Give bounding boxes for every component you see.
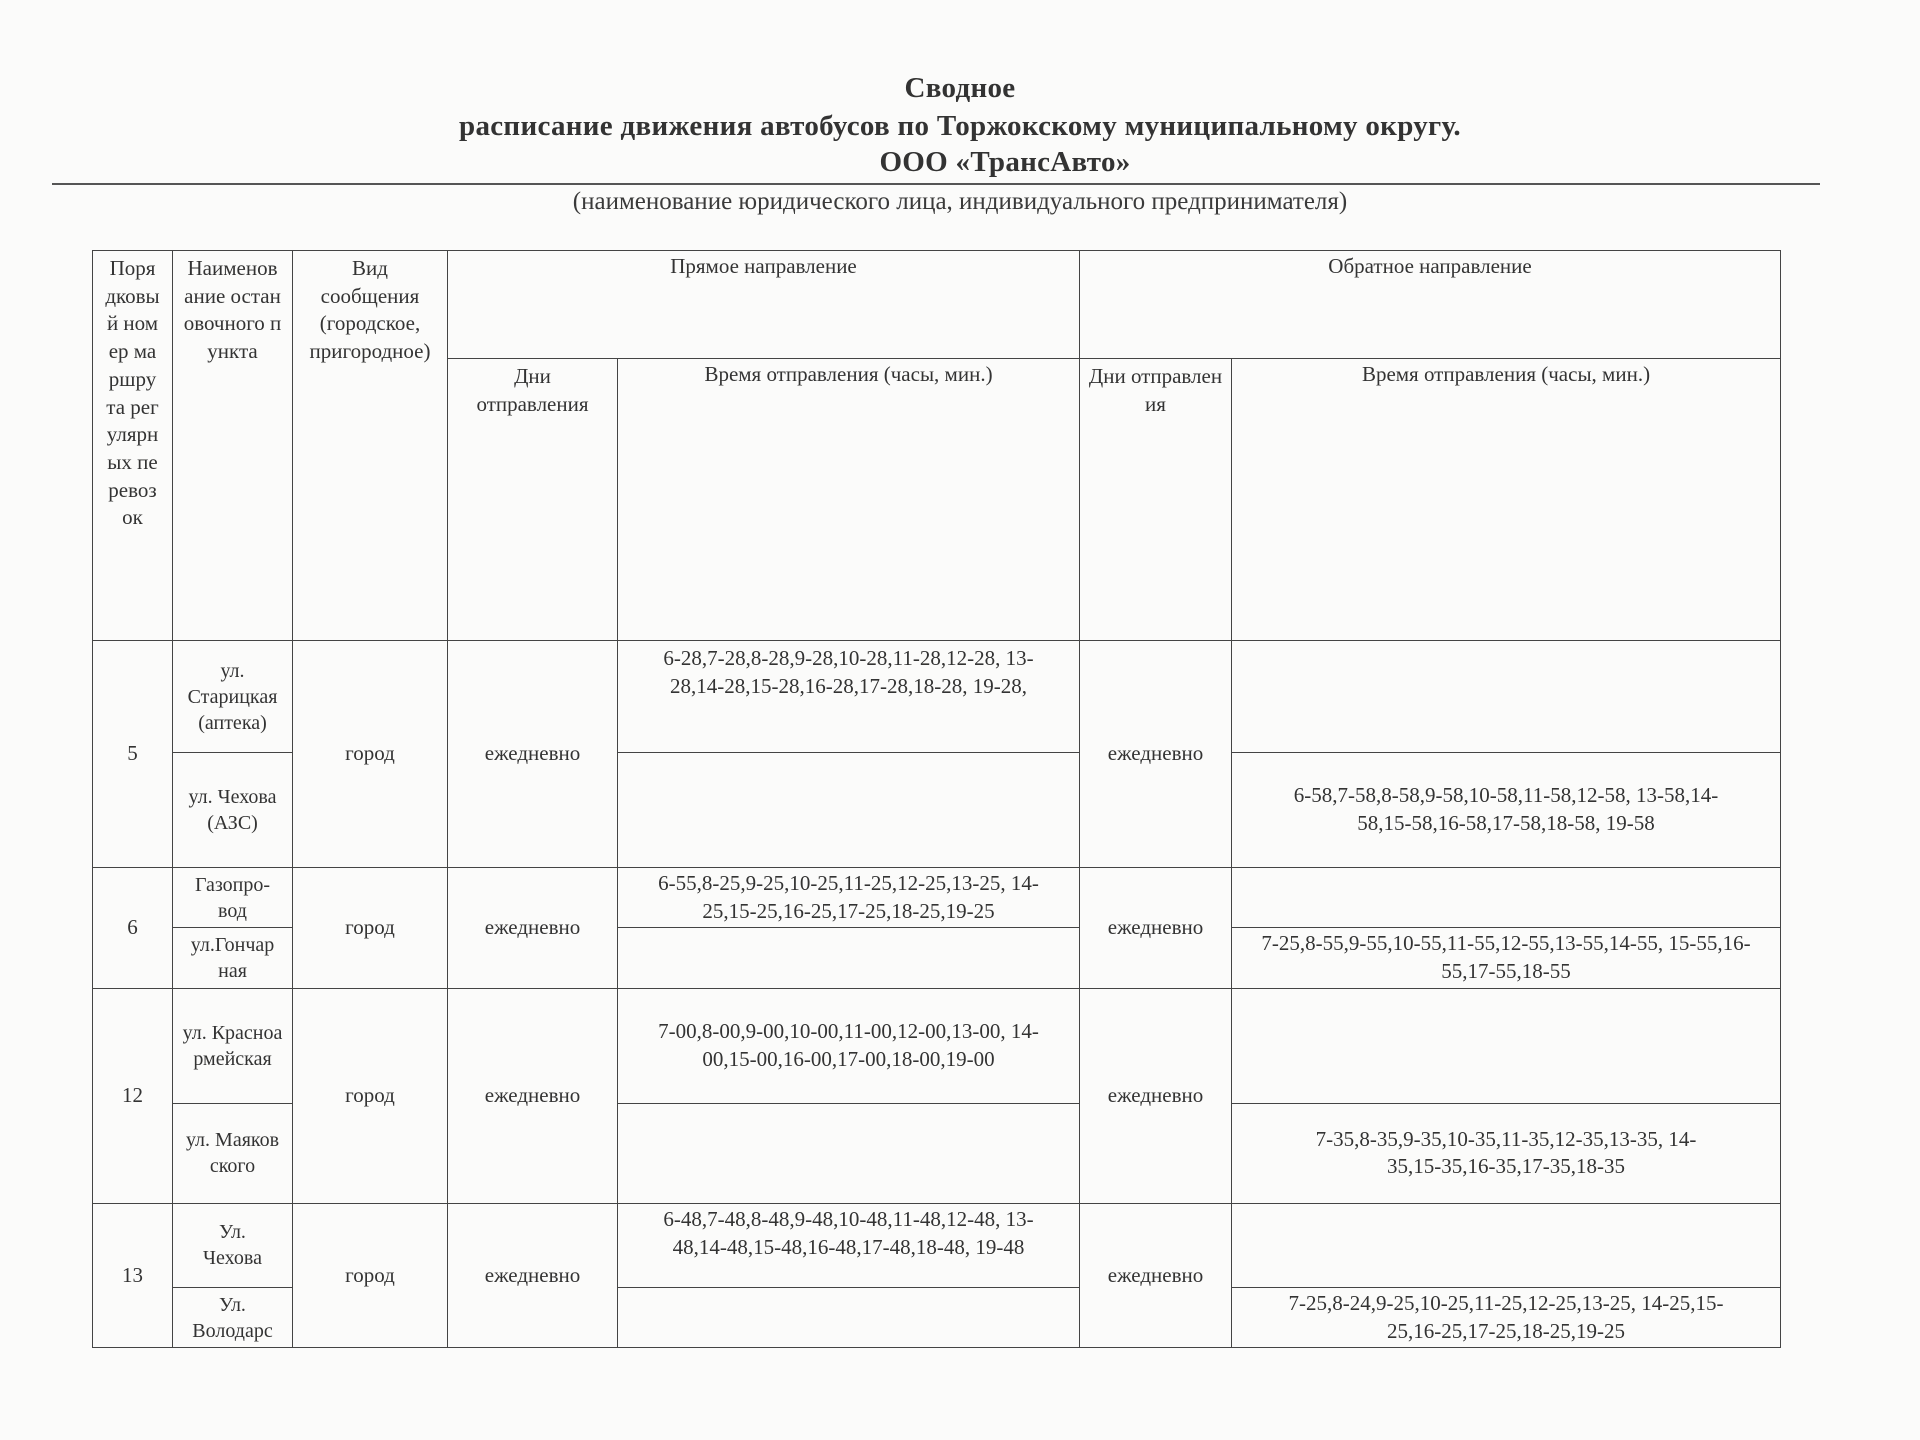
forward-days: ежедневно bbox=[448, 641, 618, 868]
route-number: 6 bbox=[93, 868, 173, 989]
backward-times: 6-58,7-58,8-58,9-58,10-58,11-58,12-58, 13-58,14-58,15-58,16-58,17-58,18-58, 19-58 bbox=[1232, 753, 1781, 868]
company-underline bbox=[52, 183, 1820, 185]
table-row bbox=[93, 988, 1781, 1103]
header-row-1 bbox=[93, 251, 1781, 359]
stop-name: ул. Красноармейская bbox=[173, 988, 293, 1103]
backward-times bbox=[1232, 1203, 1781, 1287]
backward-days: ежедневно bbox=[1080, 868, 1232, 989]
stop-name: ул. Чехова (АЗС) bbox=[173, 753, 293, 868]
route-number: 5 bbox=[93, 641, 173, 868]
header-service-type: Вид сообщения (городское, пригородное) bbox=[293, 251, 448, 641]
service-type: город bbox=[293, 988, 448, 1203]
table-row bbox=[93, 1203, 1781, 1287]
service-type: город bbox=[293, 868, 448, 989]
header-backward-days: Дни отправления bbox=[1080, 359, 1232, 641]
forward-days: ежедневно bbox=[448, 868, 618, 989]
forward-times: 6-48,7-48,8-48,9-48,10-48,11-48,12-48, 13-48,14-48,15-48,16-48,17-48,18-48, 19-48 bbox=[618, 1203, 1080, 1287]
stop-name: ул. Маяковского bbox=[173, 1103, 293, 1203]
backward-times: 7-35,8-35,9-35,10-35,11-35,12-35,13-35, 14-35,15-35,16-35,17-35,18-35 bbox=[1232, 1103, 1781, 1203]
schedule-table bbox=[92, 250, 1781, 1348]
backward-times bbox=[1232, 988, 1781, 1103]
backward-days: ежедневно bbox=[1080, 988, 1232, 1203]
forward-times bbox=[618, 1103, 1080, 1203]
backward-times bbox=[1232, 641, 1781, 753]
backward-days: ежедневно bbox=[1080, 641, 1232, 868]
header-stop-name: Наименование остановочного пункта bbox=[173, 251, 293, 641]
service-type: город bbox=[293, 641, 448, 868]
stop-name: Газопро-вод bbox=[173, 868, 293, 928]
header-forward-times: Время отправления (часы, мин.) bbox=[618, 359, 1080, 641]
stop-name: ул.Гончарная bbox=[173, 928, 293, 988]
document-title: Сводное bbox=[904, 72, 1016, 104]
forward-times bbox=[618, 928, 1080, 988]
forward-times bbox=[618, 753, 1080, 868]
forward-days: ежедневно bbox=[448, 1203, 618, 1347]
header-route-number: Порядковый номер маршрута регулярных перевозок bbox=[93, 251, 173, 641]
document-title-line2: расписание движения автобусов по Торжокскому муниципальному округу. bbox=[459, 110, 1461, 142]
header-forward-direction: Прямое направление bbox=[448, 251, 1080, 359]
forward-times: 6-55,8-25,9-25,10-25,11-25,12-25,13-25, 14-25,15-25,16-25,17-25,18-25,19-25 bbox=[618, 868, 1080, 928]
stop-name: Ул. Володарс bbox=[173, 1287, 293, 1347]
backward-days: ежедневно bbox=[1080, 1203, 1232, 1347]
forward-times: 7-00,8-00,9-00,10-00,11-00,12-00,13-00, 14-00,15-00,16-00,17-00,18-00,19-00 bbox=[618, 988, 1080, 1103]
backward-times: 7-25,8-55,9-55,10-55,11-55,12-55,13-55,14-55, 15-55,16-55,17-55,18-55 bbox=[1232, 928, 1781, 988]
backward-times bbox=[1232, 868, 1781, 928]
forward-times bbox=[618, 1287, 1080, 1347]
forward-days: ежедневно bbox=[448, 988, 618, 1203]
stop-name: Ул. Чехова bbox=[173, 1203, 293, 1287]
backward-times: 7-25,8-24,9-25,10-25,11-25,12-25,13-25, 14-25,15-25,16-25,17-25,18-25,19-25 bbox=[1232, 1287, 1781, 1347]
header-backward-direction: Обратное направление bbox=[1080, 251, 1781, 359]
stop-name: ул. Старицкая (аптека) bbox=[173, 641, 293, 753]
company-name: ООО «ТрансАвто» bbox=[879, 146, 1131, 178]
document-subtitle: (наименование юридического лица, индивидуального предпринимателя) bbox=[572, 188, 1348, 215]
table-row bbox=[93, 868, 1781, 928]
header-backward-times: Время отправления (часы, мин.) bbox=[1232, 359, 1781, 641]
service-type: город bbox=[293, 1203, 448, 1347]
header-forward-days: Дни отправления bbox=[448, 359, 618, 641]
route-number: 12 bbox=[93, 988, 173, 1203]
table-row bbox=[93, 641, 1781, 753]
forward-times: 6-28,7-28,8-28,9-28,10-28,11-28,12-28, 13-28,14-28,15-28,16-28,17-28,18-28, 19-28, bbox=[618, 641, 1080, 753]
route-number: 13 bbox=[93, 1203, 173, 1347]
